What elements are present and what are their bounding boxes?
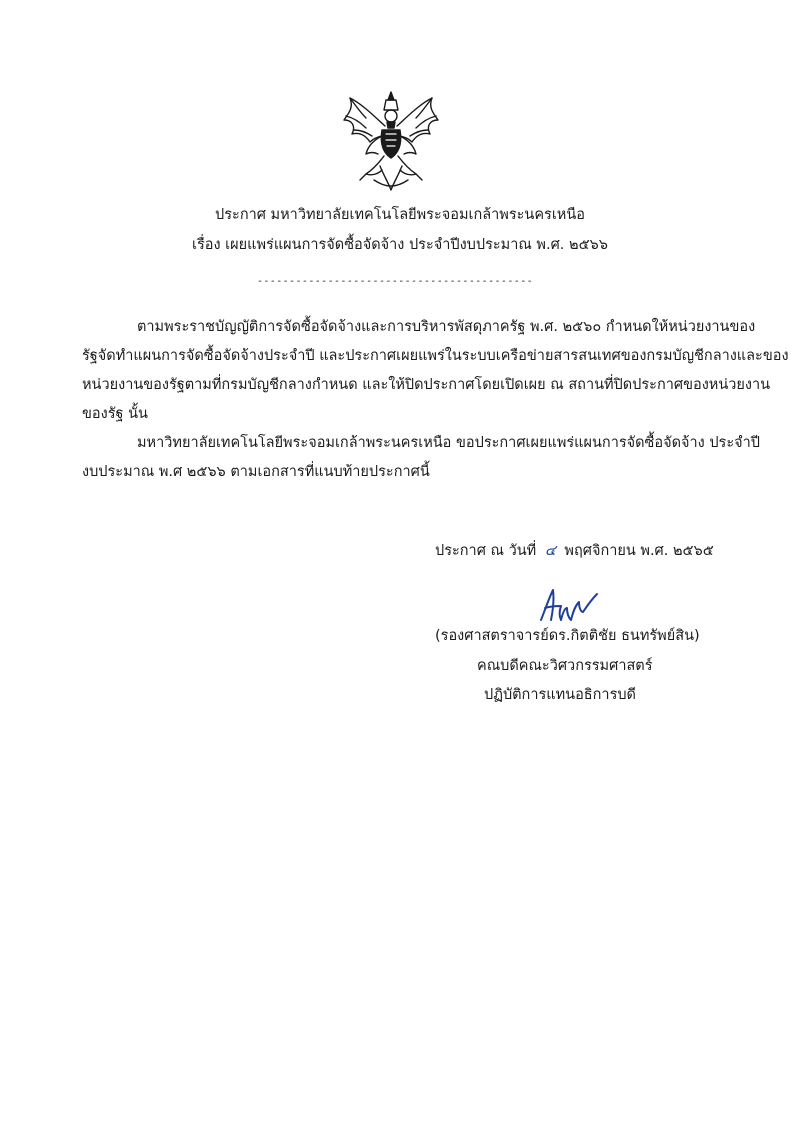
- date-suffix: พฤศจิกายน พ.ศ. ๒๕๖๕: [564, 543, 714, 559]
- dashed-divider: -------------------------------------------: [256, 276, 534, 287]
- paragraph-2-line-2: งบประมาณ พ.ศ ๒๕๖๖ ตามเอกสารที่แนบท้ายประกาศนี้: [82, 464, 430, 480]
- signatory-acting-role: ปฏิบัติการแทนอธิการบดี: [484, 687, 636, 703]
- paragraph-1-line-2: รัฐจัดทำแผนการจัดซื้อจัดจ้างประจำปี และประกาศเผยแพร่ในระบบเครือข่ายสารสนเทศของกรมบัญชีกลางและของ: [82, 348, 789, 364]
- signatory-name: (รองศาสตราจารย์ดร.กิตติชัย ธนทรัพย์สิน): [435, 628, 700, 644]
- handwritten-signature: [535, 586, 605, 626]
- paragraph-2-line-1: มหาวิทยาลัยเทคโนโลยีพระจอมเกล้าพระนครเหนือ ขอประกาศเผยแพร่แผนการจัดซื้อจัดจ้าง ประจำปี: [137, 435, 760, 451]
- paragraph-1-line-3: หน่วยงานของรัฐตามที่กรมบัญชีกลางกำหนด และให้ปิดประกาศโดยเปิดเผย ณ สถานที่ปิดประกาศของหน่วยงาน: [82, 377, 771, 393]
- date-prefix: ประกาศ ณ วันที่: [435, 543, 537, 559]
- signatory-position: คณบดีคณะวิศวกรรมศาสตร์: [477, 658, 653, 674]
- announcement-title: ประกาศ มหาวิทยาลัยเทคโนโลยีพระจอมเกล้าพระนครเหนือ: [215, 207, 585, 223]
- paragraph-1-line-1: ตามพระราชบัญญัติการจัดซื้อจัดจ้างและการบริหารพัสดุภาครัฐ พ.ศ. ๒๕๖๐ กำหนดให้หน่วยงานของ: [137, 319, 756, 335]
- announcement-subject: เรื่อง เผยแพร่แผนการจัดซื้อจัดจ้าง ประจำปีงบประมาณ พ.ศ. ๒๕๖๖: [192, 237, 608, 253]
- garuda-emblem-icon: [336, 86, 446, 196]
- paragraph-1-line-4: ของรัฐ นั้น: [82, 406, 148, 422]
- announcement-date: [435, 541, 714, 561]
- date-day-handwritten: ๔: [544, 543, 556, 559]
